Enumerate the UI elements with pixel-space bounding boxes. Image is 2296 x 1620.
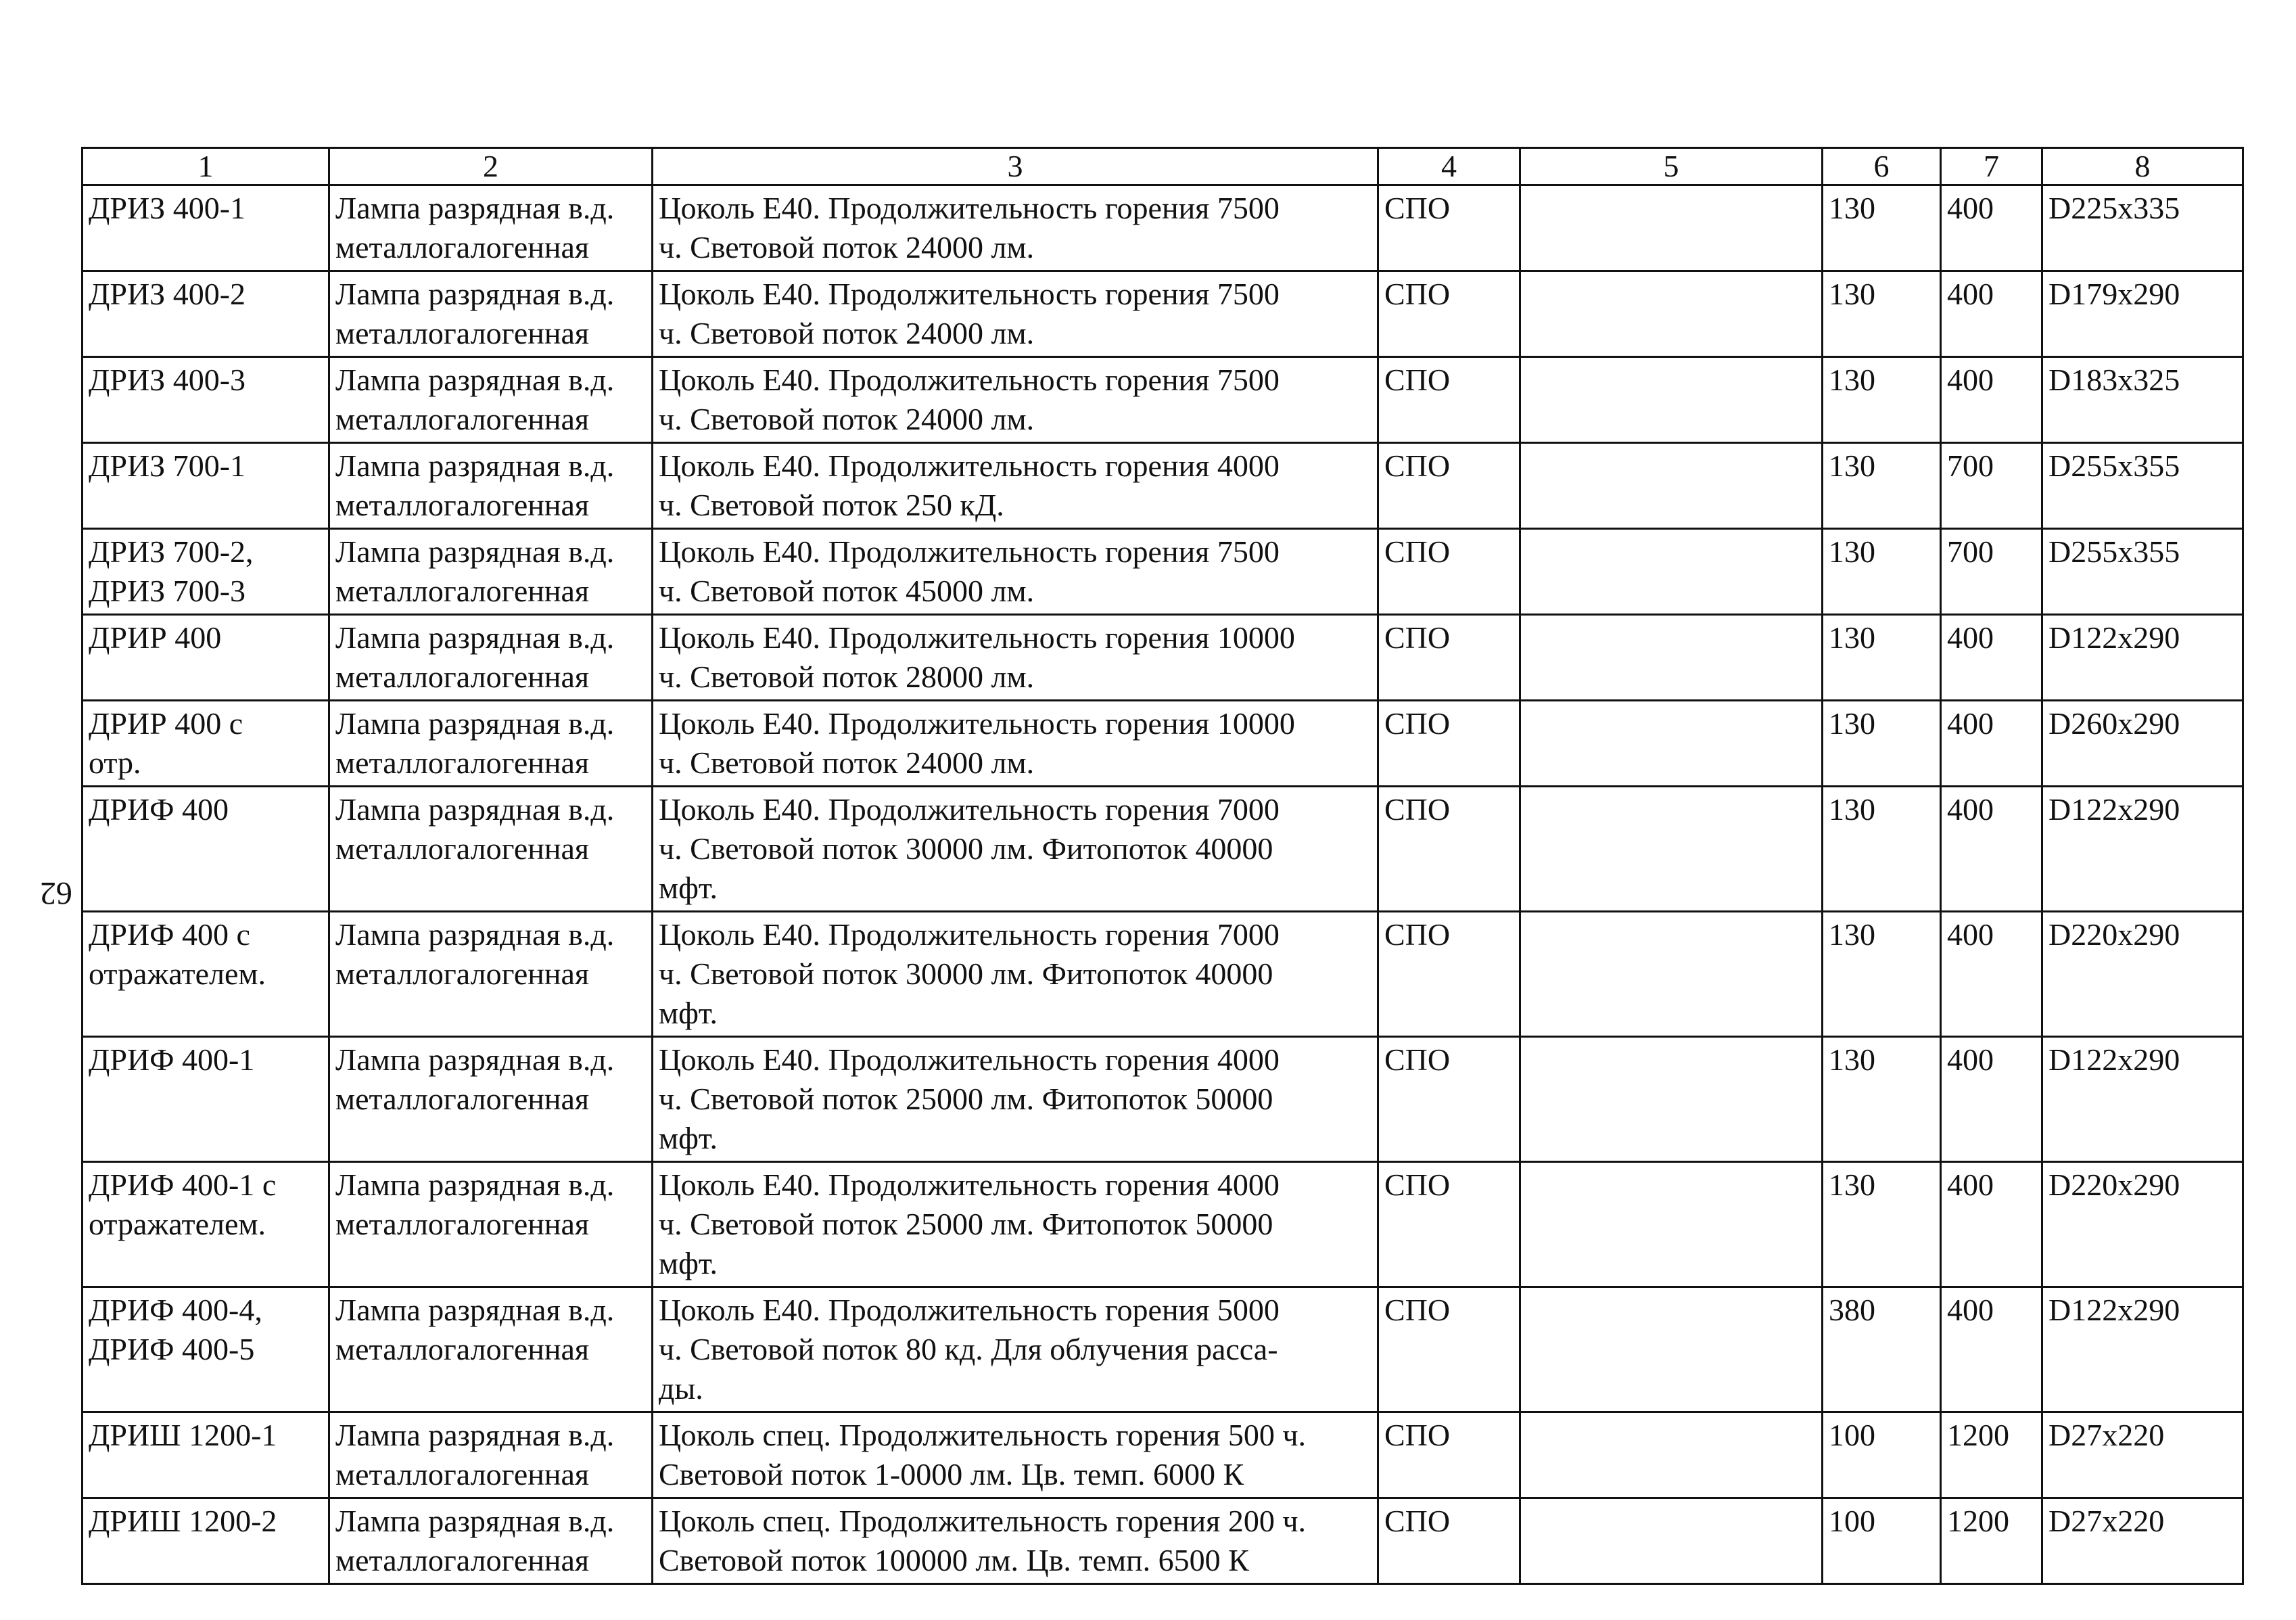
cell-designation bbox=[83, 615, 329, 701]
cell-designation bbox=[83, 1498, 329, 1584]
cell-col5 bbox=[1520, 357, 1823, 443]
column-header: 7 bbox=[1941, 148, 2042, 185]
cell-description bbox=[653, 1037, 1378, 1162]
table-row bbox=[83, 357, 2243, 443]
cell-col6: 100 bbox=[1823, 1412, 1941, 1498]
cell-description bbox=[653, 185, 1378, 271]
cell-col6: 100 bbox=[1823, 1498, 1941, 1584]
cell-line: Лампа разрядная в.д. bbox=[335, 1042, 615, 1077]
cell-type bbox=[329, 443, 653, 529]
cell-line: Цоколь Е40. Продолжительность горения 4000 bbox=[659, 1167, 1280, 1202]
cell-line: металлогалогенная bbox=[335, 230, 590, 264]
cell-line: Цоколь Е40. Продолжительность горения 7500 bbox=[659, 534, 1280, 569]
cell-col5 bbox=[1520, 1498, 1823, 1584]
table-row bbox=[83, 185, 2243, 271]
header-row bbox=[83, 148, 2243, 185]
cell-line: металлогалогенная bbox=[335, 316, 590, 350]
cell-line: Цоколь Е40. Продолжительность горения 4000 bbox=[659, 1042, 1280, 1077]
cell-type bbox=[329, 185, 653, 271]
cell-line: Лампа разрядная в.д. bbox=[335, 534, 615, 569]
cell-col4: СПО bbox=[1378, 529, 1520, 615]
cell-type bbox=[329, 1498, 653, 1584]
cell-designation bbox=[83, 701, 329, 787]
cell-col8: D255x355 bbox=[2042, 443, 2243, 529]
cell-col8: D220x290 bbox=[2042, 912, 2243, 1037]
column-header: 2 bbox=[329, 148, 653, 185]
column-header: 5 bbox=[1520, 148, 1823, 185]
cell-line: ды. bbox=[659, 1371, 703, 1406]
cell-line: отражателем. bbox=[89, 956, 266, 991]
cell-description bbox=[653, 912, 1378, 1037]
cell-description bbox=[653, 529, 1378, 615]
cell-line: Световой поток 100000 лм. Цв. темп. 6500 К bbox=[659, 1543, 1249, 1577]
cell-col5 bbox=[1520, 615, 1823, 701]
cell-col5 bbox=[1520, 701, 1823, 787]
cell-line: металлогалогенная bbox=[335, 1543, 590, 1577]
cell-description bbox=[653, 1498, 1378, 1584]
cell-col7: 700 bbox=[1941, 529, 2042, 615]
cell-line: Лампа разрядная в.д. bbox=[335, 277, 615, 311]
cell-line: ДРИЗ 700-3 bbox=[89, 574, 246, 608]
cell-line: ч. Световой поток 30000 лм. Фитопоток 40000 bbox=[659, 831, 1273, 866]
cell-line: металлогалогенная bbox=[335, 1332, 590, 1366]
cell-col7: 400 bbox=[1941, 185, 2042, 271]
cell-col5 bbox=[1520, 1162, 1823, 1287]
cell-line: Цоколь Е40. Продолжительность горения 10000 bbox=[659, 620, 1295, 655]
cell-line: металлогалогенная bbox=[335, 1207, 590, 1241]
cell-line: металлогалогенная bbox=[335, 1082, 590, 1116]
cell-col6: 130 bbox=[1823, 529, 1941, 615]
cell-col5 bbox=[1520, 1287, 1823, 1412]
cell-line: ДРИР 400 bbox=[89, 620, 222, 655]
cell-designation bbox=[83, 1037, 329, 1162]
cell-line: Световой поток 1-0000 лм. Цв. темп. 6000 К bbox=[659, 1457, 1244, 1491]
cell-line: металлогалогенная bbox=[335, 488, 590, 522]
cell-col7: 400 bbox=[1941, 357, 2042, 443]
cell-description bbox=[653, 1162, 1378, 1287]
cell-col6: 380 bbox=[1823, 1287, 1941, 1412]
cell-line: ДРИЗ 700-2, bbox=[89, 534, 254, 569]
cell-col8: D122x290 bbox=[2042, 615, 2243, 701]
column-header: 4 bbox=[1378, 148, 1520, 185]
cell-col5 bbox=[1520, 787, 1823, 912]
cell-line: ч. Световой поток 28000 лм. bbox=[659, 659, 1035, 694]
cell-type bbox=[329, 912, 653, 1037]
table-row bbox=[83, 1498, 2243, 1584]
cell-col8: D27x220 bbox=[2042, 1412, 2243, 1498]
cell-line: Лампа разрядная в.д. bbox=[335, 363, 615, 397]
cell-line: ДРИЗ 700-1 bbox=[89, 448, 246, 483]
cell-col4: СПО bbox=[1378, 701, 1520, 787]
cell-col4: СПО bbox=[1378, 271, 1520, 357]
cell-col5 bbox=[1520, 1412, 1823, 1498]
cell-designation bbox=[83, 443, 329, 529]
cell-line: ч. Световой поток 80 кд. Для облучения расса- bbox=[659, 1332, 1278, 1366]
cell-type bbox=[329, 787, 653, 912]
cell-type bbox=[329, 1162, 653, 1287]
cell-col7: 1200 bbox=[1941, 1498, 2042, 1584]
table-row bbox=[83, 1412, 2243, 1498]
cell-col4: СПО bbox=[1378, 185, 1520, 271]
cell-line: Лампа разрядная в.д. bbox=[335, 1293, 615, 1327]
cell-col6: 130 bbox=[1823, 443, 1941, 529]
cell-line: ч. Световой поток 24000 лм. bbox=[659, 230, 1035, 264]
cell-col7: 400 bbox=[1941, 701, 2042, 787]
cell-type bbox=[329, 1412, 653, 1498]
cell-line: ч. Световой поток 30000 лм. Фитопоток 40000 bbox=[659, 956, 1273, 991]
table-row bbox=[83, 1162, 2243, 1287]
lamp-spec-table bbox=[81, 147, 2244, 1585]
cell-col6: 130 bbox=[1823, 787, 1941, 912]
cell-col8: D179x290 bbox=[2042, 271, 2243, 357]
cell-col4: СПО bbox=[1378, 1037, 1520, 1162]
cell-col4: СПО bbox=[1378, 912, 1520, 1037]
cell-col8: D27x220 bbox=[2042, 1498, 2243, 1584]
cell-designation bbox=[83, 529, 329, 615]
cell-line: ч. Световой поток 24000 лм. bbox=[659, 745, 1035, 780]
cell-col7: 400 bbox=[1941, 912, 2042, 1037]
table-row bbox=[83, 787, 2243, 912]
cell-line: Лампа разрядная в.д. bbox=[335, 1167, 615, 1202]
cell-col5 bbox=[1520, 529, 1823, 615]
cell-description bbox=[653, 615, 1378, 701]
table-row bbox=[83, 443, 2243, 529]
cell-col6: 130 bbox=[1823, 701, 1941, 787]
cell-line: ДРИЗ 400-1 bbox=[89, 191, 246, 225]
cell-line: ДРИШ 1200-1 bbox=[89, 1418, 277, 1452]
cell-col6: 130 bbox=[1823, 1162, 1941, 1287]
cell-designation bbox=[83, 185, 329, 271]
cell-designation bbox=[83, 912, 329, 1037]
cell-col6: 130 bbox=[1823, 185, 1941, 271]
cell-col7: 700 bbox=[1941, 443, 2042, 529]
table-body bbox=[83, 185, 2243, 1584]
cell-line: ч. Световой поток 25000 лм. Фитопоток 50000 bbox=[659, 1207, 1273, 1241]
cell-line: мфт. bbox=[659, 1121, 718, 1155]
cell-col7: 400 bbox=[1941, 615, 2042, 701]
cell-col5 bbox=[1520, 185, 1823, 271]
cell-description bbox=[653, 443, 1378, 529]
table-row bbox=[83, 1037, 2243, 1162]
table-row bbox=[83, 271, 2243, 357]
cell-col8: D220x290 bbox=[2042, 1162, 2243, 1287]
cell-line: ДРИШ 1200-2 bbox=[89, 1504, 277, 1538]
cell-col4: СПО bbox=[1378, 357, 1520, 443]
cell-line: ч. Световой поток 24000 лм. bbox=[659, 316, 1035, 350]
cell-line: мфт. bbox=[659, 871, 718, 905]
cell-line: металлогалогенная bbox=[335, 659, 590, 694]
cell-line: ДРИЗ 400-2 bbox=[89, 277, 246, 311]
cell-col4: СПО bbox=[1378, 1162, 1520, 1287]
cell-line: ч. Световой поток 25000 лм. Фитопоток 50000 bbox=[659, 1082, 1273, 1116]
cell-line: Лампа разрядная в.д. bbox=[335, 448, 615, 483]
table-row bbox=[83, 912, 2243, 1037]
cell-type bbox=[329, 357, 653, 443]
cell-line: Лампа разрядная в.д. bbox=[335, 917, 615, 952]
cell-line: Цоколь Е40. Продолжительность горения 7000 bbox=[659, 917, 1280, 952]
cell-line: Цоколь Е40. Продолжительность горения 7500 bbox=[659, 363, 1280, 397]
cell-col4: СПО bbox=[1378, 1498, 1520, 1584]
cell-col8: D122x290 bbox=[2042, 1037, 2243, 1162]
cell-type bbox=[329, 615, 653, 701]
cell-line: Лампа разрядная в.д. bbox=[335, 1504, 615, 1538]
cell-line: Цоколь Е40. Продолжительность горения 7500 bbox=[659, 191, 1280, 225]
cell-col6: 130 bbox=[1823, 912, 1941, 1037]
cell-line: ДРИФ 400-5 bbox=[89, 1332, 255, 1366]
cell-line: металлогалогенная bbox=[335, 831, 590, 866]
cell-designation bbox=[83, 787, 329, 912]
cell-col8: D260x290 bbox=[2042, 701, 2243, 787]
cell-line: Цоколь спец. Продолжительность горения 200 ч. bbox=[659, 1504, 1306, 1538]
cell-line: металлогалогенная bbox=[335, 402, 590, 436]
column-header: 1 bbox=[83, 148, 329, 185]
cell-col7: 400 bbox=[1941, 1037, 2042, 1162]
cell-description bbox=[653, 1287, 1378, 1412]
cell-col6: 130 bbox=[1823, 615, 1941, 701]
cell-line: металлогалогенная bbox=[335, 956, 590, 991]
cell-line: ч. Световой поток 24000 лм. bbox=[659, 402, 1035, 436]
cell-line: металлогалогенная bbox=[335, 745, 590, 780]
cell-col4: СПО bbox=[1378, 1287, 1520, 1412]
cell-line: Цоколь Е40. Продолжительность горения 10000 bbox=[659, 706, 1295, 741]
cell-type bbox=[329, 1037, 653, 1162]
cell-line: металлогалогенная bbox=[335, 1457, 590, 1491]
cell-line: Цоколь Е40. Продолжительность горения 4000 bbox=[659, 448, 1280, 483]
cell-col7: 400 bbox=[1941, 1287, 2042, 1412]
page-number: 62 bbox=[40, 875, 72, 911]
cell-line: Лампа разрядная в.д. bbox=[335, 191, 615, 225]
cell-description bbox=[653, 787, 1378, 912]
cell-col6: 130 bbox=[1823, 357, 1941, 443]
cell-line: Цоколь Е40. Продолжительность горения 5000 bbox=[659, 1293, 1280, 1327]
cell-col4: СПО bbox=[1378, 787, 1520, 912]
cell-col4: СПО bbox=[1378, 615, 1520, 701]
cell-col7: 400 bbox=[1941, 1162, 2042, 1287]
cell-col4: СПО bbox=[1378, 443, 1520, 529]
table-row bbox=[83, 701, 2243, 787]
cell-col5 bbox=[1520, 1037, 1823, 1162]
cell-col7: 400 bbox=[1941, 787, 2042, 912]
cell-designation bbox=[83, 271, 329, 357]
cell-designation bbox=[83, 1412, 329, 1498]
cell-description bbox=[653, 357, 1378, 443]
table-row bbox=[83, 615, 2243, 701]
cell-line: ч. Световой поток 45000 лм. bbox=[659, 574, 1035, 608]
cell-line: Цоколь спец. Продолжительность горения 500 ч. bbox=[659, 1418, 1306, 1452]
cell-type bbox=[329, 701, 653, 787]
cell-description bbox=[653, 701, 1378, 787]
cell-col6: 130 bbox=[1823, 1037, 1941, 1162]
cell-line: Лампа разрядная в.д. bbox=[335, 620, 615, 655]
cell-line: ДРИФ 400 с bbox=[89, 917, 250, 952]
cell-line: ДРИФ 400-1 bbox=[89, 1042, 255, 1077]
cell-line: мфт. bbox=[659, 1246, 718, 1280]
cell-line: ДРИФ 400-4, bbox=[89, 1293, 262, 1327]
cell-line: ч. Световой поток 250 кД. bbox=[659, 488, 1004, 522]
column-header: 8 bbox=[2042, 148, 2243, 185]
cell-col7: 1200 bbox=[1941, 1412, 2042, 1498]
cell-designation bbox=[83, 1287, 329, 1412]
cell-description bbox=[653, 1412, 1378, 1498]
table-row bbox=[83, 529, 2243, 615]
cell-designation bbox=[83, 357, 329, 443]
cell-line: Лампа разрядная в.д. bbox=[335, 1418, 615, 1452]
cell-col5 bbox=[1520, 443, 1823, 529]
cell-col6: 130 bbox=[1823, 271, 1941, 357]
cell-col4: СПО bbox=[1378, 1412, 1520, 1498]
cell-col5 bbox=[1520, 271, 1823, 357]
cell-line: ДРИФ 400 bbox=[89, 792, 229, 827]
cell-line: Цоколь Е40. Продолжительность горения 7000 bbox=[659, 792, 1280, 827]
cell-line: Цоколь Е40. Продолжительность горения 7500 bbox=[659, 277, 1280, 311]
column-header: 6 bbox=[1823, 148, 1941, 185]
cell-line: отр. bbox=[89, 745, 141, 780]
cell-col8: D255x355 bbox=[2042, 529, 2243, 615]
cell-line: ДРИЗ 400-3 bbox=[89, 363, 246, 397]
cell-col8: D225x335 bbox=[2042, 185, 2243, 271]
cell-line: металлогалогенная bbox=[335, 574, 590, 608]
cell-line: мфт. bbox=[659, 996, 718, 1030]
cell-line: Лампа разрядная в.д. bbox=[335, 792, 615, 827]
cell-line: Лампа разрядная в.д. bbox=[335, 706, 615, 741]
cell-type bbox=[329, 1287, 653, 1412]
cell-line: ДРИФ 400-1 с bbox=[89, 1167, 277, 1202]
cell-type bbox=[329, 529, 653, 615]
cell-type bbox=[329, 271, 653, 357]
cell-description bbox=[653, 271, 1378, 357]
cell-col8: D122x290 bbox=[2042, 787, 2243, 912]
cell-col5 bbox=[1520, 912, 1823, 1037]
column-header: 3 bbox=[653, 148, 1378, 185]
cell-col8: D183x325 bbox=[2042, 357, 2243, 443]
cell-designation bbox=[83, 1162, 329, 1287]
cell-line: отражателем. bbox=[89, 1207, 266, 1241]
cell-line: ДРИР 400 с bbox=[89, 706, 243, 741]
table-row bbox=[83, 1287, 2243, 1412]
cell-col8: D122x290 bbox=[2042, 1287, 2243, 1412]
cell-col7: 400 bbox=[1941, 271, 2042, 357]
